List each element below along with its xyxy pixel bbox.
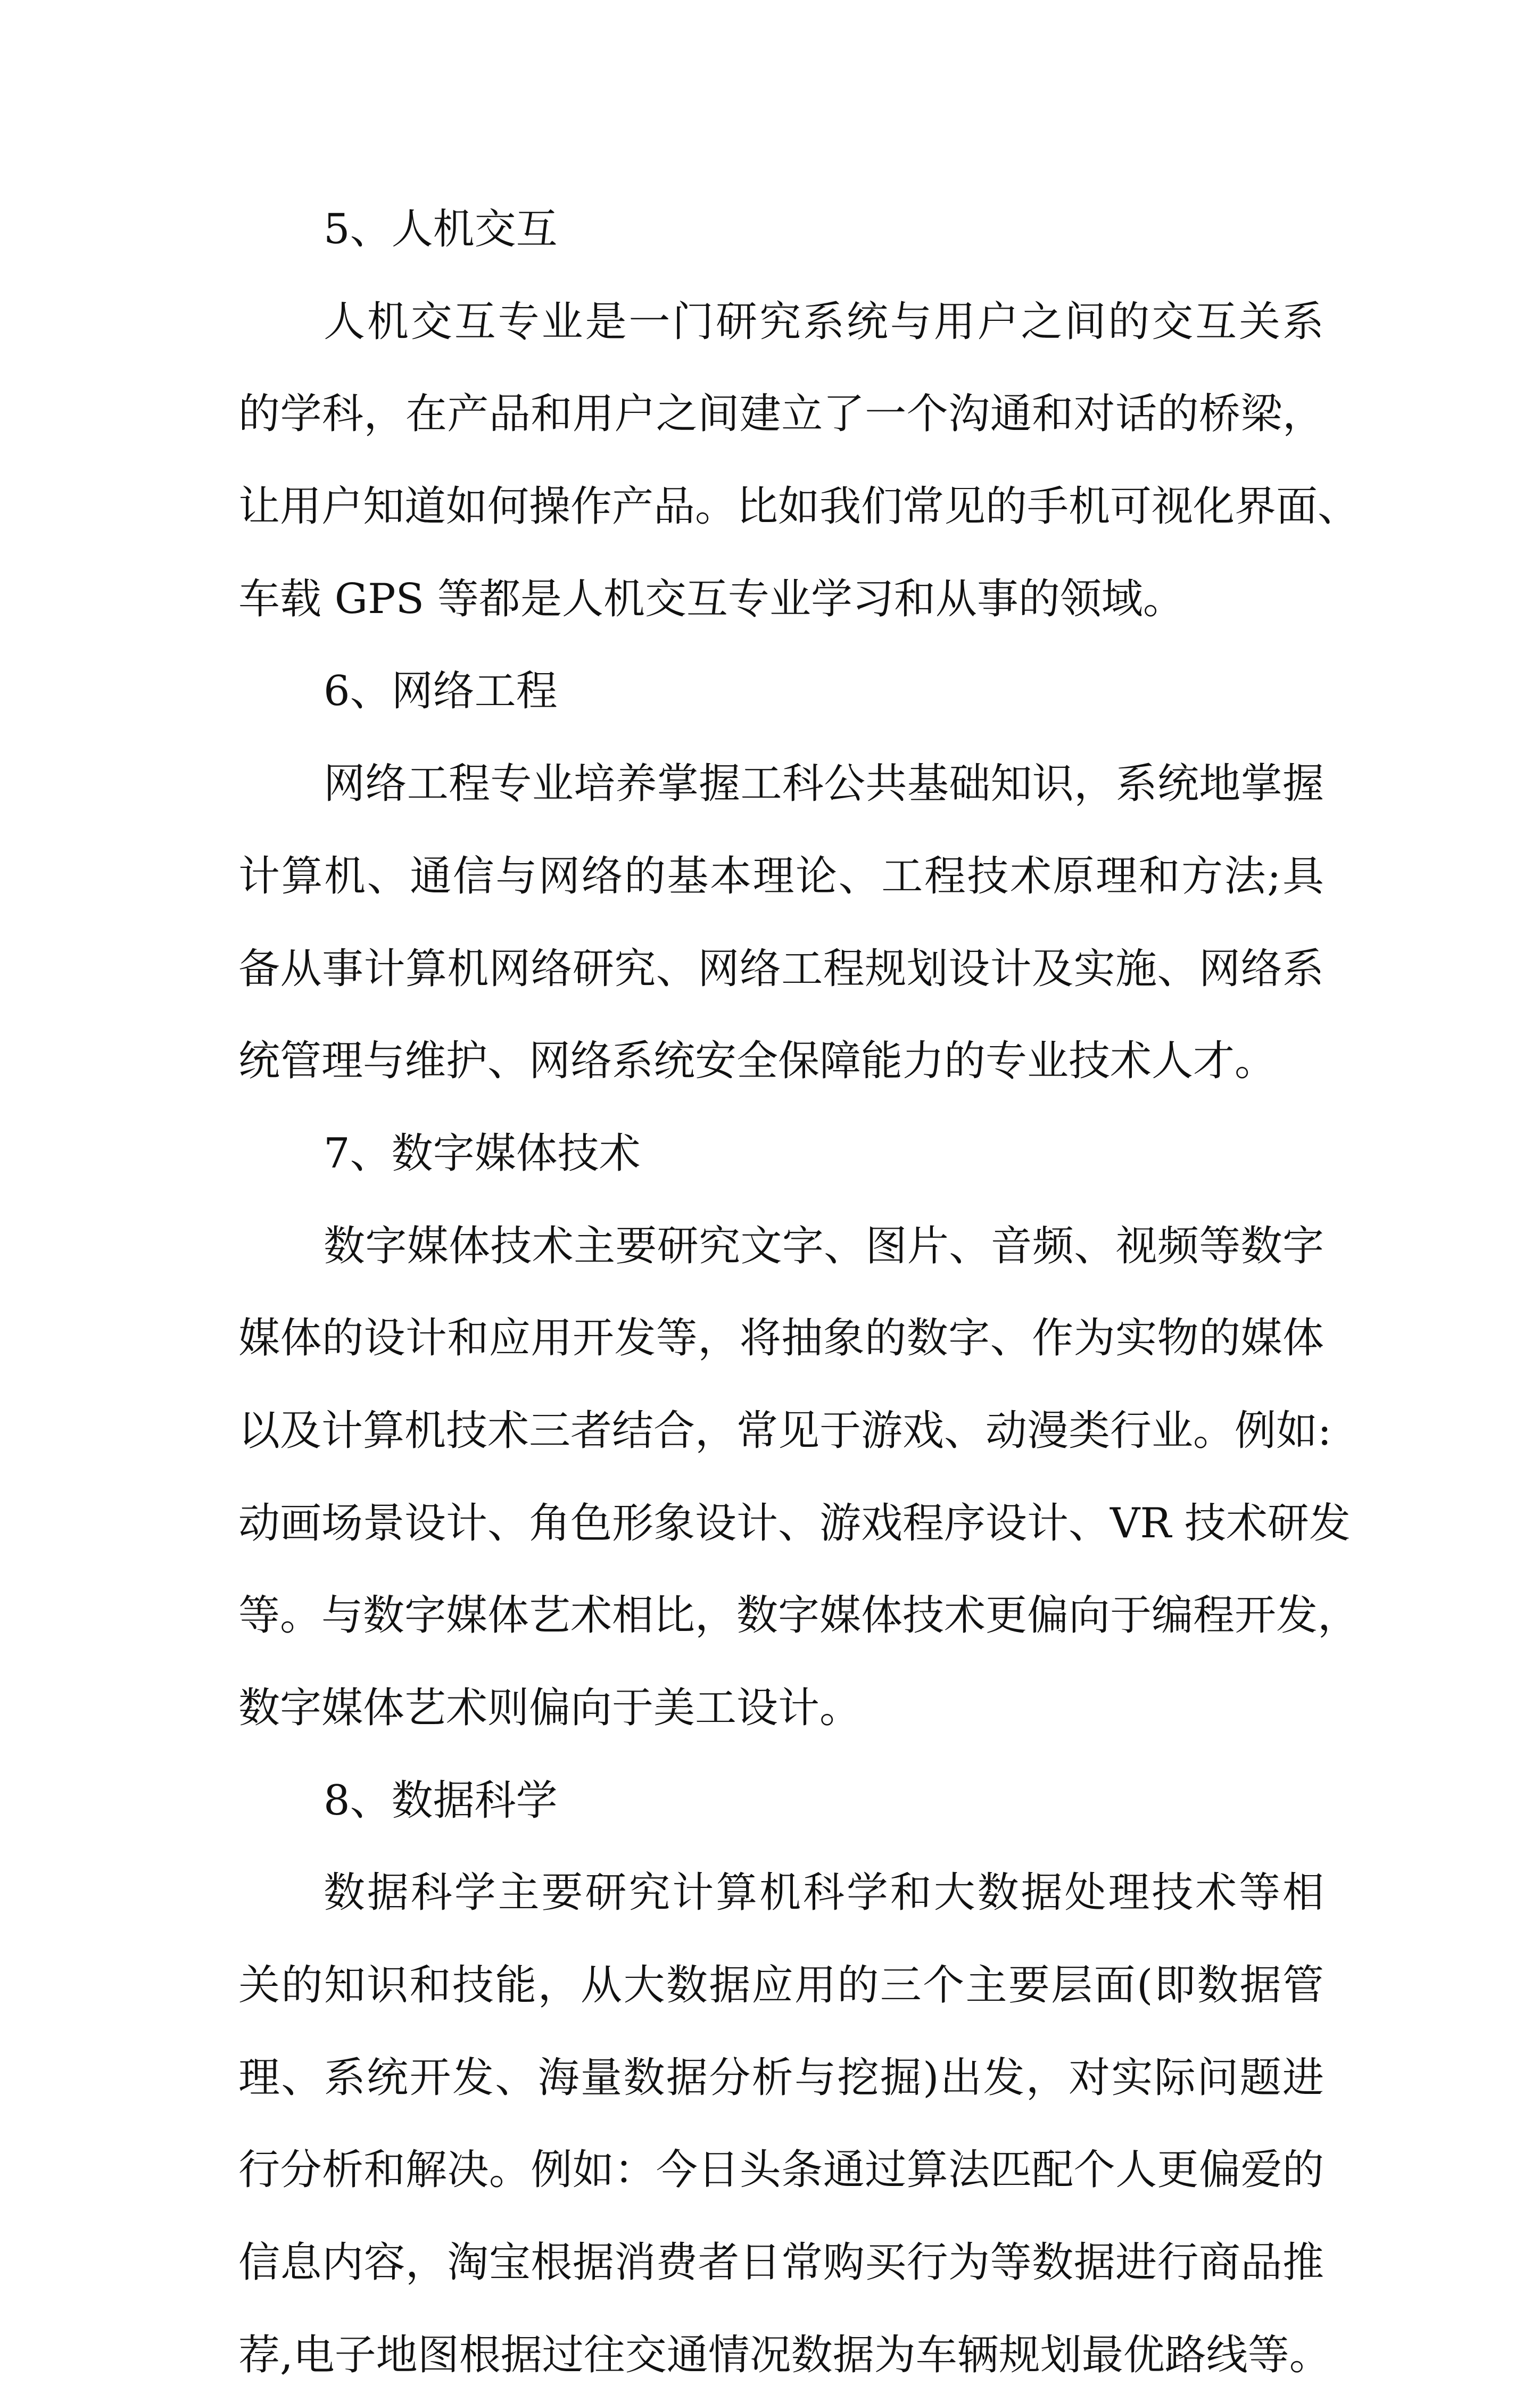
paragraph-line: 车载 GPS 等都是人机交互专业学习和从事的领域。 xyxy=(238,575,1185,623)
section-heading: 8、数据科学 xyxy=(324,1776,558,1825)
paragraph-line: 信息内容，淘宝根据消费者日常购买行为等数据进行商品推 xyxy=(238,2239,1324,2287)
section-digital-media xyxy=(238,1108,1360,1755)
paragraph-line: 数字媒体技术主要研究文字、图片、音频、视频等数字 xyxy=(324,1222,1324,1270)
paragraph-line: 荐,电子地图根据过往交通情况数据为车辆规划最优路线等。 xyxy=(238,2331,1331,2379)
paragraph-line: 人机交互专业是一门研究系统与用户之间的交互关系 xyxy=(324,297,1324,346)
paragraph-line: 数字媒体艺术则偏向于美工设计。 xyxy=(238,1684,862,1732)
paragraph-line: 行分析和解决。例如：今日头条通过算法匹配个人更偏爱的 xyxy=(238,2146,1324,2194)
paragraph-line: 数据科学主要研究计算机科学和大数据处理技术等相 xyxy=(324,1869,1324,1917)
paragraph-line: 网络工程专业培养掌握工科公共基础知识，系统地掌握 xyxy=(324,760,1324,808)
paragraph-line: 统管理与维护、网络系统安全保障能力的专业技术人才。 xyxy=(238,1037,1277,1086)
paragraph-line: 媒体的设计和应用开发等，将抽象的数字、作为实物的媒体 xyxy=(238,1314,1324,1363)
paragraph-line: 动画场景设计、角色形象设计、游戏程序设计、VR 技术研发 xyxy=(238,1499,1351,1547)
paragraph-line: 计算机、通信与网络的基本理论、工程技术原理和方法;具 xyxy=(238,852,1324,900)
section-heading: 7、数字媒体技术 xyxy=(324,1129,641,1178)
section-network-engineering xyxy=(238,645,1324,1107)
paragraph-line: 让用户知道如何操作产品。比如我们常见的手机可视化界面、 xyxy=(238,483,1360,531)
section-heading: 6、网络工程 xyxy=(324,667,558,716)
paragraph-line: 备从事计算机网络研究、网络工程规划设计及实施、网络系 xyxy=(238,945,1324,993)
document-body xyxy=(238,184,1360,2402)
paragraph-line: 的学科，在产品和用户之间建立了一个沟通和对话的桥梁， xyxy=(238,390,1324,438)
paragraph-line: 关的知识和技能，从大数据应用的三个主要层面(即数据管 xyxy=(238,1961,1324,2010)
paragraph-line: 以及计算机技术三者结合，常见于游戏、动漫类行业。例如: xyxy=(238,1406,1332,1455)
section-hci xyxy=(238,184,1360,645)
paragraph-line: 等。与数字媒体艺术相比，数字媒体技术更偏向于编程开发， xyxy=(238,1592,1360,1640)
section-heading: 5、人机交互 xyxy=(324,205,558,253)
paragraph-line: 理、系统开发、海量数据分析与挖掘)出发，对实际问题进 xyxy=(238,2053,1324,2102)
section-data-science xyxy=(238,1755,1331,2402)
